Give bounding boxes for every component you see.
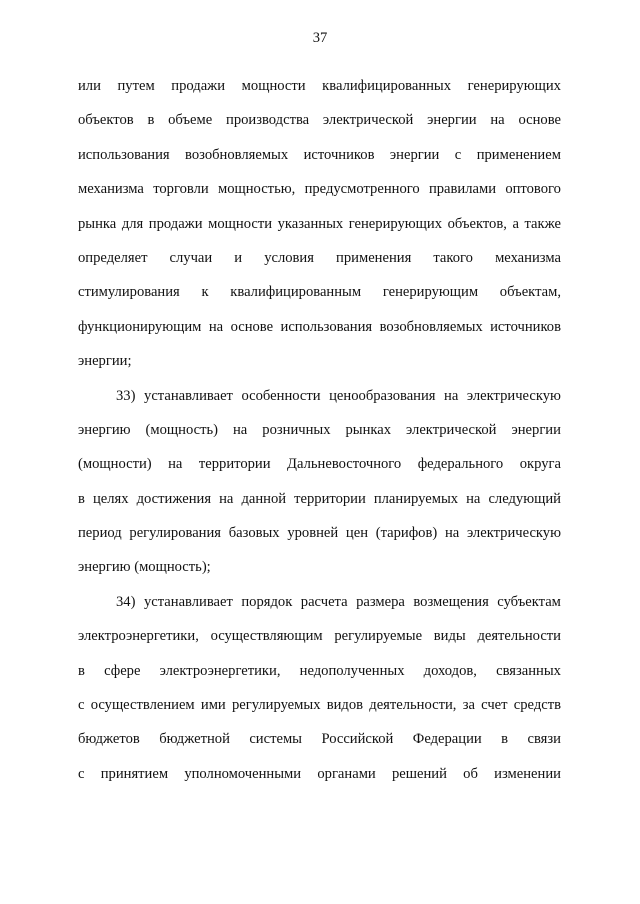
word: объектов, [447,215,507,232]
word: деятельности, [369,697,457,714]
word: розничных [262,421,331,438]
word: электрической [322,112,414,129]
word: видов [326,697,364,714]
word: принятием [100,765,169,782]
word: мощностью, [217,181,296,198]
word: электрическую [466,387,561,404]
word: на [219,490,234,507]
word: доходов, [423,662,477,679]
word: предусмотренного [304,181,420,198]
word: производства [226,112,310,129]
word: Дальневосточного [287,456,402,473]
word: в [501,731,509,748]
word: недополученных [299,662,405,679]
word: субъектам [497,593,561,610]
word: возмещения [413,593,489,610]
word: средств [513,697,561,714]
word: регулируемых [231,697,321,714]
word: применением [476,146,561,163]
word: Российской [321,731,394,748]
body-text [78,69,561,791]
word: а [512,215,519,232]
word: ими [200,697,226,714]
word: электроэнергетики, [78,628,199,645]
word: генерирующим [382,284,479,301]
word: энергии [511,421,561,438]
word: источников [303,146,375,163]
word: энергии [389,146,440,163]
word: условия [264,249,314,266]
word: цен [345,525,369,542]
word: осуществлением [90,697,195,714]
word: на [466,490,481,507]
word: использования [280,318,373,335]
word: электрической [406,421,497,438]
word: на [208,318,224,335]
word: определяет [78,249,148,266]
word: торговли [153,181,209,198]
word: путем [117,78,155,94]
word: Федерации [412,731,482,748]
word: на [168,456,183,473]
word: квалифицированных [322,78,452,94]
word: порядок [241,593,293,610]
word: продажи [148,215,203,232]
word: период [78,525,122,542]
word: об [463,765,478,782]
text-line [78,138,561,172]
word: (тарифов) [375,525,438,542]
word: бюджетов [78,731,140,748]
word: планируемых [373,490,459,507]
word: бюджетной [159,731,230,748]
word: такого [433,249,473,266]
word: ценообразования [329,387,436,404]
word: функционирующим [78,318,202,335]
word: территории [198,456,271,473]
word: возобновляемых [185,146,289,163]
text-line [78,482,561,516]
word: механизма [495,249,561,266]
word: (мощности) [78,456,152,473]
text-line [78,379,561,413]
word: достижения [136,490,212,507]
text-line [78,241,561,275]
text-line [78,757,561,791]
word: регулирования [129,525,222,542]
word: (мощность); [134,559,211,576]
word: федерального [417,456,504,473]
word: объектов [78,112,134,129]
word: или [78,78,101,94]
word: устанавливает [144,387,233,404]
text-line [78,310,561,344]
word: расчета [300,593,348,610]
word: с [78,765,85,782]
text-line [78,654,561,688]
text-line [78,688,561,722]
word: оптового [505,181,561,198]
word: на [233,421,248,438]
word: на [444,387,459,404]
word: деятельности [477,628,561,645]
text-line [78,447,561,481]
word: применения [336,249,412,266]
word: на [444,525,460,542]
word: связи [527,731,561,748]
word: следующий [488,490,561,507]
word: с [454,146,462,163]
text-line [78,172,561,206]
word: энергию [78,421,131,438]
text-line [78,207,561,241]
word: также [524,215,561,232]
page-number: 37 [312,30,328,46]
word: за [462,697,475,714]
word: округа [519,456,561,473]
word: использования [78,146,170,163]
word: случаи [169,249,213,266]
word: территории [294,490,366,507]
word: целях [92,490,129,507]
word: уполномоченными [184,765,302,782]
word: генерирующих [348,215,443,232]
word: возобновляемых [379,318,483,335]
word: 33) [116,387,136,404]
word: на [490,112,505,129]
word: объеме [168,112,213,129]
word: мощности [208,215,273,232]
word: базовых [228,525,280,542]
word: устанавливает [143,593,233,610]
word: и [234,249,243,266]
word: изменении [494,765,561,782]
word: органами [317,765,376,782]
word: особенности [241,387,321,404]
word: мощности [241,78,306,94]
word: электроэнергетики, [159,662,281,679]
word: источников [490,318,561,335]
word: в [147,112,155,129]
word: регулируемые [334,628,423,645]
word: виды [433,628,466,645]
word: 34) [116,593,136,610]
word: продажи [171,78,226,94]
text-line [78,103,561,137]
word: рынках [345,421,392,438]
word: связанных [496,662,561,679]
word: счет [481,697,508,714]
word: решений [391,765,447,782]
text-line [78,516,561,550]
word: основе [230,318,274,335]
text-line [78,585,561,619]
word: энергии; [78,353,132,370]
word: размера [356,593,405,610]
word: уровней [287,525,339,542]
word: системы [249,731,302,748]
word: стимулирования [78,284,180,301]
word: правилами [428,181,497,198]
word: в [78,490,85,507]
word: основе [518,112,561,129]
text-line [78,722,561,756]
text-line [78,550,561,584]
word: электрическую [466,525,561,542]
word: данной [241,490,287,507]
word: указанных [277,215,344,232]
word: к [201,284,209,301]
word: в [78,662,85,679]
text-line [78,69,561,103]
word: рынка [78,215,117,232]
word: энергии [427,112,477,129]
word: квалифицированным [230,284,362,301]
word: генерирующих [467,78,561,94]
text-line [78,344,561,378]
word: сфере [104,662,141,679]
word: с [78,697,85,714]
text-line [78,619,561,653]
word: объектам, [499,284,561,301]
text-line [78,275,561,309]
text-line [78,413,561,447]
word: осуществляющим [210,628,323,645]
word: энергию [78,559,131,576]
word: (мощность) [145,421,219,438]
word: для [121,215,144,232]
word: механизма [78,181,144,198]
